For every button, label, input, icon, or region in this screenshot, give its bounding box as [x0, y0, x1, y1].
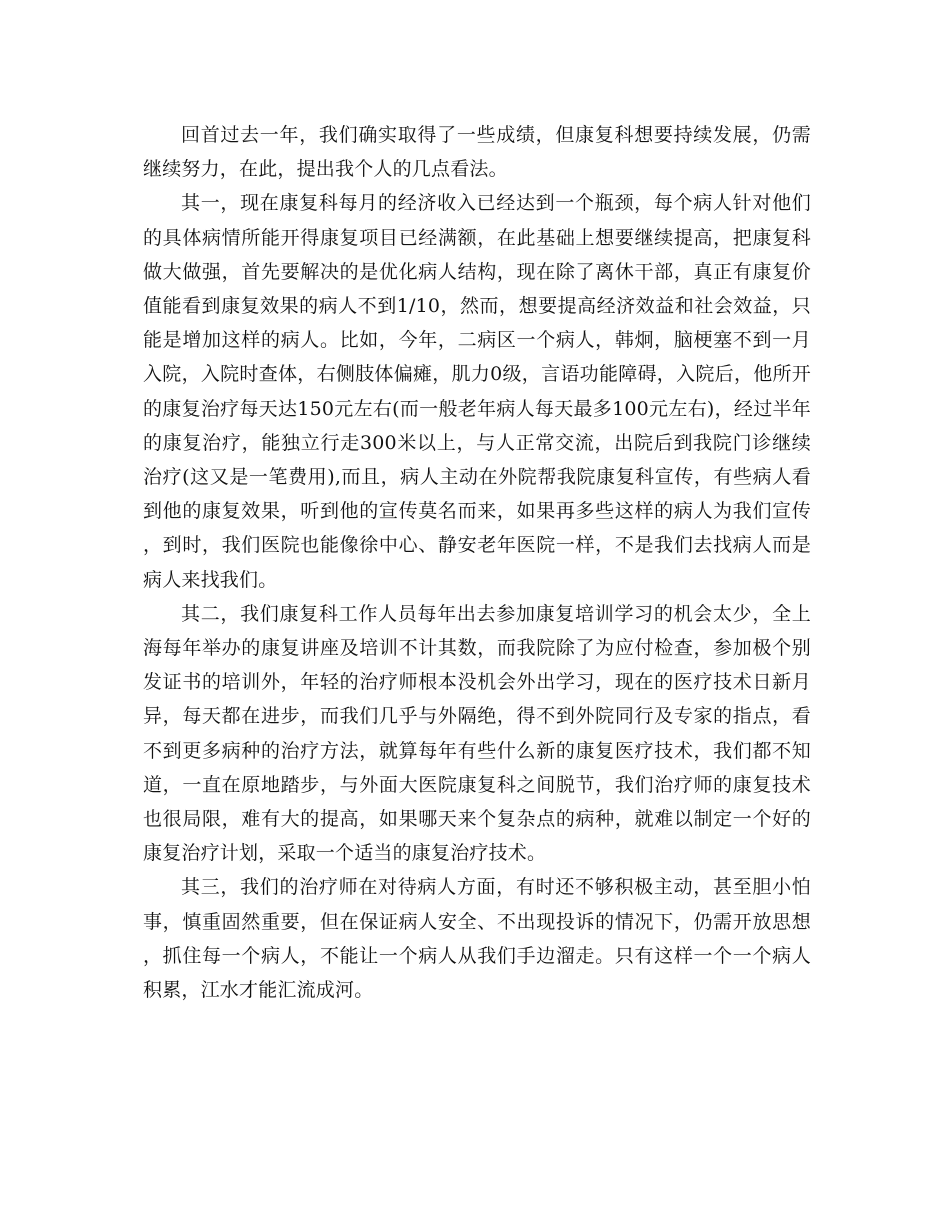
paragraph-point-three: 其三，我们的治疗师在对待病人方面，有时还不够积极主动，甚至胆小怕事，慎重固然重要，但在保证病人安全、不出现投诉的情况下，仍需开放思想，抓住每一个病人，不能让一个病人从我们手边溜走。只有这样一个一个病人积累，江水才能汇流成河。	[143, 876, 811, 1002]
paragraph-point-two: 其二，我们康复科工作人员每年出去参加康复培训学习的机会太少，全上海每年举办的康复讲座及培训不计其数，而我院除了为应付检查，参加极个别发证书的培训外，年轻的治疗师根本没机会外出学习，现在的医疗技术日新月异，每天都在进步，而我们几乎与外隔绝，得不到外院同行及专家的指点，看不到更多病种的治疗方法，就算每年有些什么新的康复医疗技术，我们都不知道，一直在原地踏步，与外面大医院康复科之间脱节，我们治疗师的康复技术也很局限，难有大的提高，如果哪天来个复杂点的病种，就难以制定一个好的康复治疗计划，采取一个适当的康复治疗技术。	[143, 602, 811, 865]
document-body	[143, 118, 811, 1007]
paragraph-point-one: 其一，现在康复科每月的经济收入已经达到一个瓶颈，每个病人针对他们的具体病情所能开得康复项目已经满额，在此基础上想要继续提高，把康复科做大做强，首先要解决的是优化病人结构，现在除了离休干部，真正有康复价值能看到康复效果的病人不到1/10，然而，想要提高经济效益和社会效益，只能是增加这样的病人。比如，今年，二病区一个病人，韩炯，脑梗塞不到一月入院，入院时查体，右侧肢体偏瘫，肌力0级，言语功能障碍，入院后，他所开的康复治疗每天达150元左右(而一般老年病人每天最多100元左右)，经过半年的康复治疗，能独立行走300米以上，与人正常交流，出院后到我院门诊继续治疗(这又是一笔费用),而且，病人主动在外院帮我院康复科宣传，有些病人看到他的康复效果，听到他的宣传莫名而来，如果再多些这样的病人为我们宣传，到时，我们医院也能像徐中心、静安老年医院一样，不是我们去找病人而是病人来找我们。	[143, 192, 811, 591]
paragraph-intro: 回首过去一年，我们确实取得了一些成绩，但康复科想要持续发展，仍需继续努力，在此，提出我个人的几点看法。	[143, 124, 811, 181]
